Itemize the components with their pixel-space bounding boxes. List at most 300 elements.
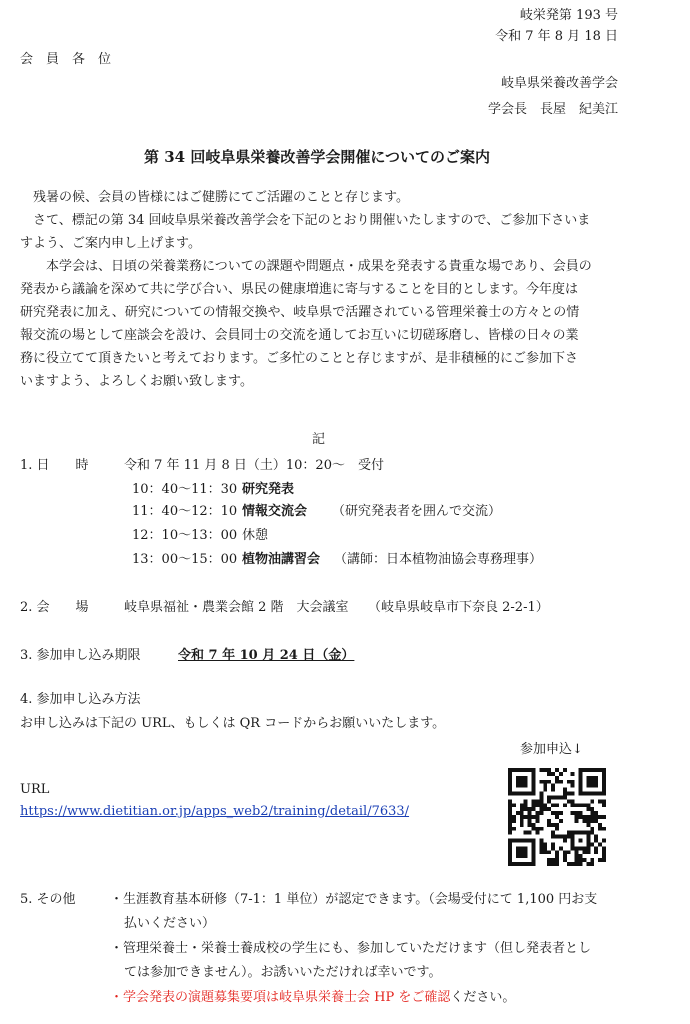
qr-module bbox=[579, 811, 583, 815]
qr-module bbox=[508, 811, 512, 815]
schedule-time: 12：10～13：00 bbox=[132, 528, 238, 543]
qr-module bbox=[579, 839, 583, 843]
qr-module bbox=[528, 792, 532, 796]
qr-module bbox=[602, 839, 606, 843]
qr-module bbox=[594, 815, 598, 819]
president: 学会長 長屋 紀美江 bbox=[487, 102, 618, 117]
section3-label: 3. 参加申し込み期限 bbox=[20, 648, 141, 663]
qr-module bbox=[551, 831, 555, 835]
qr-module bbox=[516, 839, 520, 843]
qr-module bbox=[579, 803, 583, 807]
schedule-time: 10：40～11：30 bbox=[132, 482, 238, 497]
qr-module bbox=[551, 788, 555, 792]
qr-module bbox=[563, 854, 567, 858]
qr-module bbox=[543, 784, 547, 788]
qr-module bbox=[512, 819, 516, 823]
qr-module bbox=[520, 819, 524, 823]
qr-module bbox=[563, 803, 567, 807]
qr-module bbox=[524, 850, 528, 854]
registration-link[interactable]: https://www.dietitian.or.jp/apps_web2/training/detail/7633/ bbox=[20, 804, 410, 819]
qr-module bbox=[532, 807, 536, 811]
qr-module bbox=[567, 799, 571, 803]
qr-module bbox=[508, 803, 512, 807]
qr-module bbox=[582, 768, 586, 772]
body-line: すよう、ご案内申し上げます。 bbox=[20, 236, 201, 251]
qr-module bbox=[532, 823, 536, 827]
qr-module bbox=[520, 768, 524, 772]
qr-module bbox=[602, 792, 606, 796]
qr-module bbox=[575, 858, 579, 862]
qr-module bbox=[524, 768, 528, 772]
qr-module bbox=[586, 815, 590, 819]
qr-module bbox=[579, 776, 583, 780]
qr-module bbox=[594, 768, 598, 772]
section1-value: 令和 7 年 11 月 8 日（土）10：20～ 受付 bbox=[124, 458, 384, 473]
qr-module bbox=[590, 842, 594, 846]
qr-module bbox=[579, 792, 583, 796]
qr-module bbox=[579, 858, 583, 862]
qr-module bbox=[602, 768, 606, 772]
body-line: 報交流の場として座談会を設け、会員同士の交流を通してお互いに切磋琢磨し、皆様の日々の業 bbox=[20, 328, 579, 343]
qr-module bbox=[602, 827, 606, 831]
qr-module bbox=[539, 850, 543, 854]
qr-module bbox=[547, 862, 551, 866]
schedule-note: （講師：日本植物油協会専務理事） bbox=[334, 552, 543, 567]
org-name: 岐阜県栄養改善学会 bbox=[500, 76, 618, 91]
qr-module bbox=[571, 780, 575, 784]
qr-module bbox=[547, 799, 551, 803]
qr-module bbox=[571, 835, 575, 839]
qr-module bbox=[520, 854, 524, 858]
qr-module bbox=[586, 823, 590, 827]
qr-module bbox=[524, 784, 528, 788]
qr-module bbox=[508, 772, 512, 776]
section5-label: 5. その他 bbox=[20, 892, 76, 907]
schedule-item: 研究発表 bbox=[242, 482, 295, 497]
qr-module bbox=[567, 862, 571, 866]
qr-module bbox=[590, 780, 594, 784]
qr-module bbox=[567, 835, 571, 839]
qr-module bbox=[539, 839, 543, 843]
qr-module bbox=[532, 776, 536, 780]
qr-module bbox=[590, 827, 594, 831]
qr-module bbox=[516, 776, 520, 780]
qr-module bbox=[532, 850, 536, 854]
qr-module bbox=[551, 862, 555, 866]
qr-module bbox=[543, 850, 547, 854]
qr-module bbox=[602, 815, 606, 819]
qr-module bbox=[602, 788, 606, 792]
qr-module bbox=[586, 819, 590, 823]
qr-module bbox=[539, 807, 543, 811]
qr-module bbox=[535, 799, 539, 803]
qr-module bbox=[532, 842, 536, 846]
qr-module bbox=[551, 858, 555, 862]
qr-module bbox=[571, 784, 575, 788]
bullet-mark: ・ bbox=[110, 990, 124, 1005]
qr-module bbox=[516, 854, 520, 858]
qr-module bbox=[579, 846, 583, 850]
qr-module bbox=[543, 803, 547, 807]
qr-module bbox=[508, 788, 512, 792]
qr-module bbox=[512, 839, 516, 843]
body-line: さて、標記の第 34 回岐阜県栄養改善学会を下記のとおり開催いたしますので、ご参加下さいま bbox=[20, 213, 591, 228]
qr-module bbox=[586, 835, 590, 839]
qr-module bbox=[551, 772, 555, 776]
qr-module bbox=[579, 854, 583, 858]
body-line: 研究発表に加え、研究についての情報交換や、岐阜県で活躍されている管理栄養士の方々との情 bbox=[20, 305, 580, 320]
qr-module bbox=[575, 811, 579, 815]
qr-module bbox=[512, 815, 516, 819]
doc-number: 岐栄発第 193 号 bbox=[519, 8, 618, 23]
qr-module bbox=[594, 835, 598, 839]
qr-module bbox=[575, 846, 579, 850]
qr-module bbox=[579, 772, 583, 776]
qr-module bbox=[547, 819, 551, 823]
qr-module bbox=[594, 784, 598, 788]
qr-module bbox=[539, 803, 543, 807]
qr-module bbox=[508, 827, 512, 831]
qr-module bbox=[555, 815, 559, 819]
qr-module bbox=[579, 768, 583, 772]
qr-module bbox=[582, 858, 586, 862]
qr-module bbox=[547, 823, 551, 827]
qr-module bbox=[582, 819, 586, 823]
qr-module bbox=[598, 823, 602, 827]
bullet-line: 払いください） bbox=[124, 916, 216, 931]
qr-label: 参加申込↓ bbox=[520, 742, 583, 757]
qr-module bbox=[598, 842, 602, 846]
schedule-time: 11：40～12：10 bbox=[132, 504, 238, 519]
qr-module bbox=[586, 862, 590, 866]
qr-module bbox=[563, 768, 567, 772]
red-notice-tail: ください。 bbox=[450, 990, 516, 1005]
qr-module bbox=[579, 831, 583, 835]
qr-module bbox=[602, 799, 606, 803]
qr-module bbox=[567, 792, 571, 796]
qr-module bbox=[508, 858, 512, 862]
qr-module bbox=[579, 862, 583, 866]
qr-module bbox=[579, 815, 583, 819]
qr-module bbox=[539, 811, 543, 815]
qr-module bbox=[602, 854, 606, 858]
qr-module bbox=[508, 839, 512, 843]
qr-module bbox=[551, 823, 555, 827]
qr-module bbox=[539, 768, 543, 772]
body-line: 発表から議論を深めて共に学び合い、県民の健康増進に寄与することを目的とします。今年度は bbox=[20, 282, 578, 297]
qr-module bbox=[559, 819, 563, 823]
qr-module bbox=[586, 776, 590, 780]
qr-module bbox=[547, 850, 551, 854]
body-line: いますよう、よろしくお願い致します。 bbox=[20, 374, 253, 389]
qr-module bbox=[571, 862, 575, 866]
qr-module bbox=[590, 811, 594, 815]
qr-module bbox=[602, 858, 606, 862]
qr-module bbox=[582, 803, 586, 807]
qr-module bbox=[528, 823, 532, 827]
qr-module bbox=[539, 795, 543, 799]
qr-module bbox=[586, 784, 590, 788]
qr-module bbox=[590, 815, 594, 819]
qr-module bbox=[575, 862, 579, 866]
qr-module bbox=[539, 792, 543, 796]
page-title: 第 34 回岐阜県栄養改善学会開催についてのご案内 bbox=[144, 148, 491, 166]
qr-module bbox=[508, 784, 512, 788]
qr-module bbox=[508, 846, 512, 850]
qr-module bbox=[586, 803, 590, 807]
qr-module bbox=[516, 811, 520, 815]
qr-module bbox=[594, 780, 598, 784]
qr-module bbox=[575, 854, 579, 858]
schedule-item: 休憩 bbox=[242, 528, 269, 543]
qr-module bbox=[528, 811, 532, 815]
qr-module bbox=[524, 776, 528, 780]
qr-module bbox=[547, 858, 551, 862]
qr-module bbox=[532, 846, 536, 850]
qr-module bbox=[551, 846, 555, 850]
qr-module bbox=[555, 803, 559, 807]
qr-module bbox=[524, 854, 528, 858]
qr-module bbox=[602, 780, 606, 784]
qr-module bbox=[520, 811, 524, 815]
qr-module bbox=[535, 803, 539, 807]
qr-module bbox=[543, 807, 547, 811]
qr-module bbox=[535, 819, 539, 823]
qr-module bbox=[532, 768, 536, 772]
qr-module bbox=[602, 776, 606, 780]
qr-module bbox=[547, 772, 551, 776]
qr-module bbox=[582, 815, 586, 819]
schedule-item: 情報交流会 bbox=[242, 504, 308, 519]
qr-module bbox=[551, 842, 555, 846]
qr-module bbox=[555, 850, 559, 854]
qr-module bbox=[590, 807, 594, 811]
red-notice bbox=[110, 986, 515, 1005]
qr-module bbox=[524, 799, 528, 803]
qr-module bbox=[508, 850, 512, 854]
qr-module bbox=[520, 823, 524, 827]
qr-module bbox=[520, 807, 524, 811]
qr-module bbox=[586, 846, 590, 850]
qr-module bbox=[598, 768, 602, 772]
qr-module bbox=[524, 831, 528, 835]
qr-module bbox=[555, 768, 559, 772]
qr-module bbox=[586, 792, 590, 796]
qr-module bbox=[520, 776, 524, 780]
qr-module bbox=[602, 850, 606, 854]
qr-module bbox=[571, 772, 575, 776]
schedule-item: 植物油講習会 bbox=[242, 552, 321, 567]
qr-module bbox=[594, 776, 598, 780]
qr-module bbox=[598, 792, 602, 796]
qr-module bbox=[575, 815, 579, 819]
qr-module bbox=[524, 807, 528, 811]
section4-text: お申し込みは下記の URL、もしくは QR コードからお願いいたします。 bbox=[20, 716, 446, 731]
qr-module bbox=[508, 862, 512, 866]
qr-module bbox=[555, 780, 559, 784]
addressee: 会 員 各 位 bbox=[20, 52, 112, 67]
qr-module bbox=[602, 784, 606, 788]
qr-module bbox=[555, 835, 559, 839]
qr-module bbox=[594, 819, 598, 823]
section4-label: 4. 参加申し込み方法 bbox=[20, 692, 141, 707]
qr-module bbox=[571, 839, 575, 843]
ki-heading: 記 bbox=[312, 432, 326, 447]
qr-module bbox=[590, 819, 594, 823]
qr-module bbox=[532, 862, 536, 866]
qr-module bbox=[535, 811, 539, 815]
qr-module bbox=[551, 784, 555, 788]
section2-label: 2. 会 場 bbox=[20, 600, 89, 615]
qr-module bbox=[563, 858, 567, 862]
qr-module bbox=[535, 831, 539, 835]
qr-module bbox=[539, 846, 543, 850]
qr-module bbox=[575, 803, 579, 807]
qr-module bbox=[524, 839, 528, 843]
qr-module bbox=[555, 827, 559, 831]
qr-module bbox=[528, 839, 532, 843]
qr-module bbox=[602, 803, 606, 807]
deadline-date: 令和 7 年 10 月 24 日（金） bbox=[178, 648, 355, 663]
qr-module bbox=[532, 858, 536, 862]
qr-module bbox=[590, 858, 594, 862]
qr-module bbox=[567, 850, 571, 854]
qr-module bbox=[532, 839, 536, 843]
section2-value: 岐阜県福祉・農業会館 2 階 大会議室 bbox=[124, 600, 349, 615]
qr-module bbox=[524, 780, 528, 784]
qr-module bbox=[563, 835, 567, 839]
qr-module bbox=[532, 784, 536, 788]
qr-module bbox=[528, 819, 532, 823]
qr-module bbox=[524, 815, 528, 819]
body-line: 残暑の候、会員の皆様にはご健勝にてご活躍のことと存じます。 bbox=[20, 190, 409, 205]
section2-address: （岐阜県岐阜市下奈良 2-2-1） bbox=[368, 600, 549, 615]
qr-module bbox=[532, 772, 536, 776]
qr-module bbox=[594, 846, 598, 850]
qr-module bbox=[555, 823, 559, 827]
qr-module bbox=[516, 850, 520, 854]
qr-module bbox=[543, 780, 547, 784]
qr-module bbox=[508, 823, 512, 827]
qr-module bbox=[551, 811, 555, 815]
qr-module bbox=[532, 827, 536, 831]
qr-module bbox=[532, 815, 536, 819]
qr-module bbox=[590, 862, 594, 866]
qr-module bbox=[551, 795, 555, 799]
qr-module bbox=[508, 792, 512, 796]
qr-module bbox=[543, 842, 547, 846]
qr-module bbox=[571, 842, 575, 846]
schedule-note: （研究発表者を囲んで交流） bbox=[332, 504, 502, 519]
qr-module bbox=[598, 858, 602, 862]
qr-module bbox=[567, 780, 571, 784]
qr-module bbox=[520, 784, 524, 788]
qr-module bbox=[559, 780, 563, 784]
qr-module bbox=[512, 792, 516, 796]
qr-module bbox=[508, 807, 512, 811]
qr-module bbox=[559, 846, 563, 850]
section1-label: 1. 日 時 bbox=[20, 458, 89, 473]
qr-module bbox=[575, 850, 579, 854]
qr-module bbox=[535, 827, 539, 831]
body-line: 本学会は、日頃の栄養業務についての課題や問題点・成果を発表する貴重な場であり、会員の bbox=[20, 259, 592, 274]
qr-module bbox=[516, 792, 520, 796]
qr-module bbox=[547, 768, 551, 772]
qr-module bbox=[582, 850, 586, 854]
qr-module bbox=[535, 815, 539, 819]
qr-module bbox=[520, 780, 524, 784]
url-label: URL bbox=[20, 782, 50, 797]
qr-module bbox=[586, 768, 590, 772]
qr-module bbox=[579, 788, 583, 792]
qr-module bbox=[555, 776, 559, 780]
qr-module bbox=[579, 784, 583, 788]
qr-module bbox=[555, 858, 559, 862]
bullet-line: ては参加できません）。お誘いいただければ幸いです。 bbox=[124, 965, 442, 980]
qr-module bbox=[555, 854, 559, 858]
qr-module bbox=[602, 846, 606, 850]
qr-module bbox=[594, 850, 598, 854]
qr-module bbox=[590, 792, 594, 796]
qr-module bbox=[555, 811, 559, 815]
qr-module bbox=[520, 862, 524, 866]
qr-module bbox=[590, 799, 594, 803]
qr-module bbox=[586, 842, 590, 846]
qr-module bbox=[532, 788, 536, 792]
qr-module bbox=[539, 780, 543, 784]
qr-module bbox=[598, 799, 602, 803]
qr-module bbox=[571, 846, 575, 850]
qr-module bbox=[586, 831, 590, 835]
qr-module bbox=[516, 780, 520, 784]
qr-code[interactable] bbox=[508, 768, 606, 866]
qr-module bbox=[559, 835, 563, 839]
qr-module bbox=[571, 831, 575, 835]
qr-module bbox=[563, 795, 567, 799]
qr-module bbox=[508, 819, 512, 823]
qr-module bbox=[508, 780, 512, 784]
qr-module bbox=[520, 815, 524, 819]
qr-module bbox=[524, 846, 528, 850]
qr-module bbox=[551, 803, 555, 807]
qr-module bbox=[508, 815, 512, 819]
qr-module bbox=[563, 850, 567, 854]
qr-module bbox=[598, 815, 602, 819]
qr-module bbox=[508, 799, 512, 803]
qr-module bbox=[516, 768, 520, 772]
qr-module bbox=[555, 862, 559, 866]
qr-module bbox=[598, 827, 602, 831]
qr-module bbox=[586, 780, 590, 784]
qr-module bbox=[528, 862, 532, 866]
schedule-time: 13：00～15：00 bbox=[132, 552, 238, 567]
qr-module bbox=[520, 846, 524, 850]
qr-module bbox=[590, 784, 594, 788]
qr-module bbox=[547, 807, 551, 811]
qr-module bbox=[528, 815, 532, 819]
qr-module bbox=[563, 792, 567, 796]
qr-module bbox=[528, 831, 532, 835]
qr-module bbox=[512, 827, 516, 831]
qr-module bbox=[520, 850, 524, 854]
qr-module bbox=[590, 768, 594, 772]
qr-module bbox=[567, 831, 571, 835]
qr-module bbox=[563, 788, 567, 792]
qr-module bbox=[532, 780, 536, 784]
bullet-line: ・生涯教育基本研修（7-1：1 単位）が認定できます。（会場受付にて 1,100 円お支 bbox=[110, 892, 598, 907]
qr-module bbox=[586, 807, 590, 811]
qr-module bbox=[532, 854, 536, 858]
